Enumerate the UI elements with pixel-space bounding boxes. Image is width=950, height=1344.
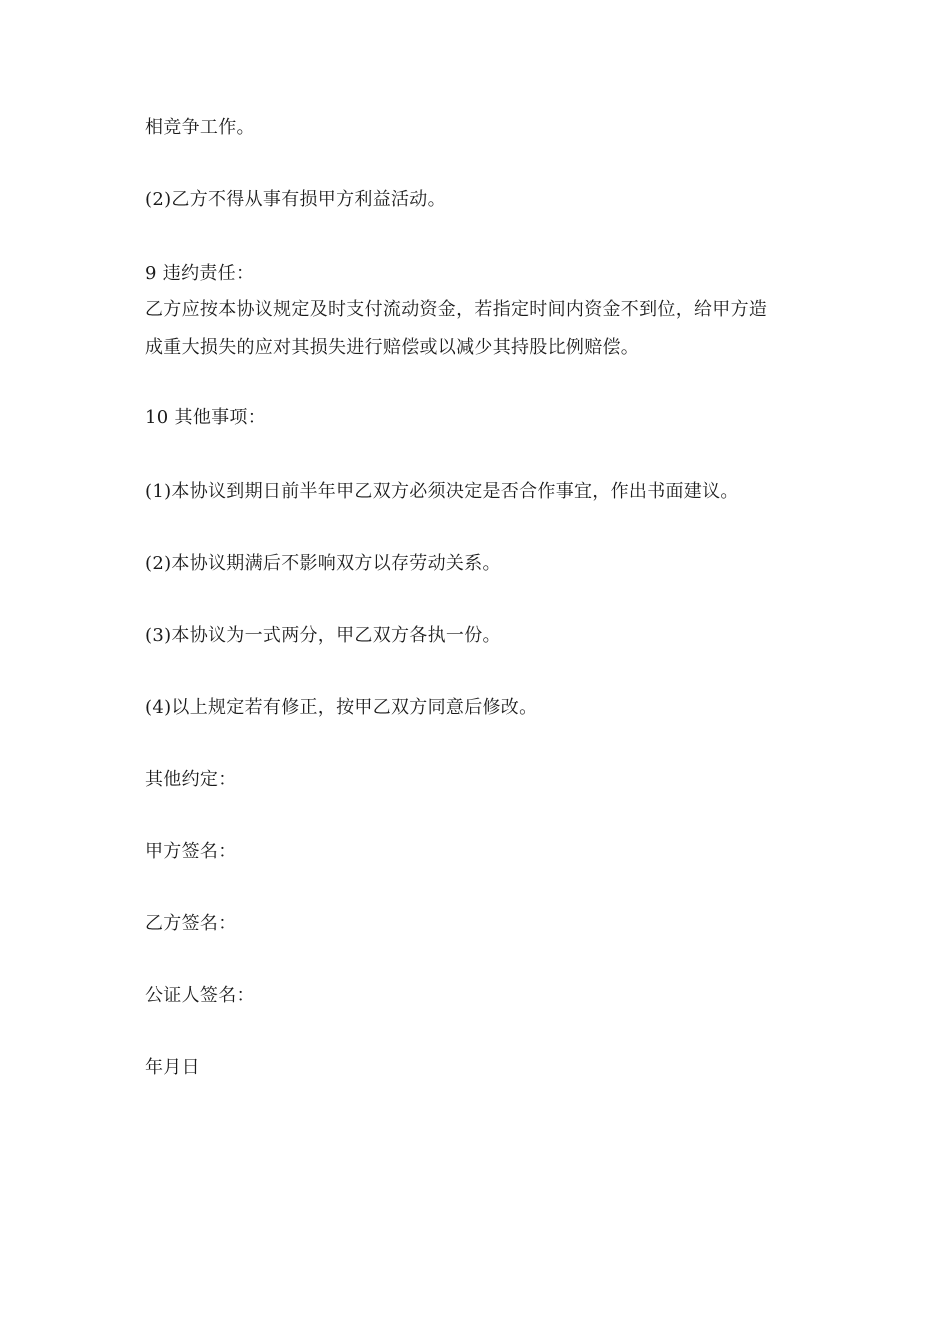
- clause-10-1: (1)本协议到期日前半年甲乙双方必须决定是否合作事宜，作出书面建议。: [145, 481, 739, 502]
- notary-signature-label: 公证人签名：: [145, 985, 255, 1006]
- party-b-signature-label: 乙方签名：: [145, 913, 237, 934]
- text-line-competition-end: 相竞争工作。: [145, 117, 255, 138]
- date-label: 年月日: [145, 1057, 200, 1078]
- section-9-heading: 9 违约责任：: [145, 263, 255, 284]
- clause-8-2: (2)乙方不得从事有损甲方利益活动。: [145, 189, 446, 210]
- clause-10-3: (3)本协议为一式两分，甲乙双方各执一份。: [145, 625, 501, 646]
- clause-10-4: (4)以上规定若有修正，按甲乙双方同意后修改。: [145, 697, 538, 718]
- clause-10-2: (2)本协议期满后不影响双方以存劳动关系。: [145, 553, 501, 574]
- section-10-heading: 10 其他事项：: [145, 407, 267, 428]
- section-9-body-line-2: 成重大损失的应对其损失进行赔偿或以减少其持股比例赔偿。: [145, 337, 640, 358]
- party-a-signature-label: 甲方签名：: [145, 841, 237, 862]
- section-9-body-line-1: 乙方应按本协议规定及时支付流动资金，若指定时间内资金不到位，给甲方造: [145, 299, 768, 320]
- other-agreements-label: 其他约定：: [145, 769, 237, 790]
